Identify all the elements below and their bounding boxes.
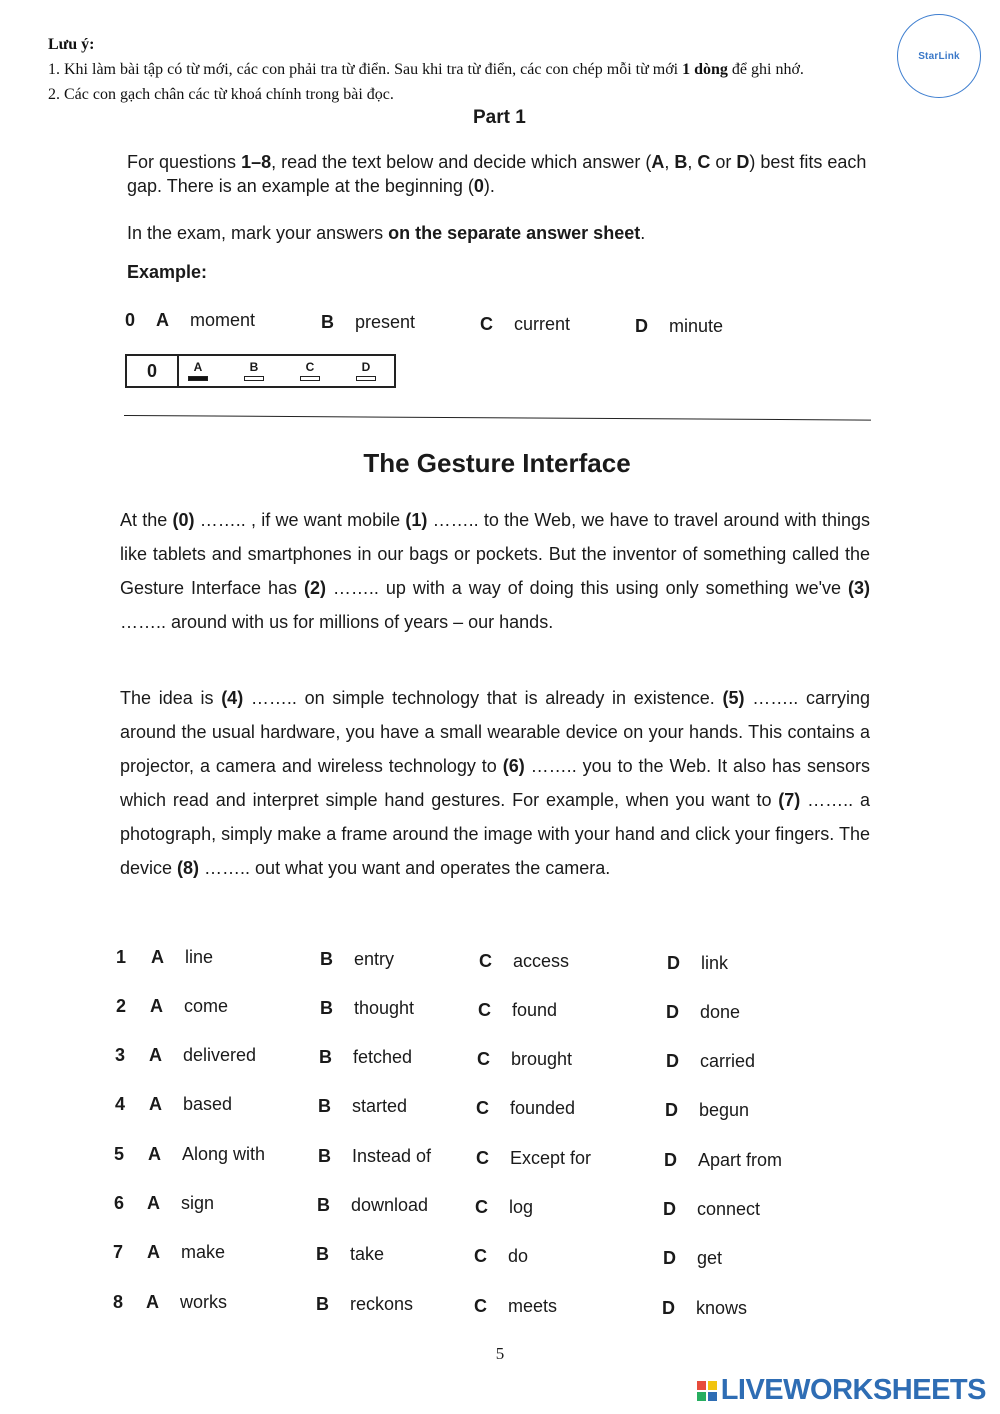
option-text: done bbox=[700, 1002, 741, 1022]
option-text: reckons bbox=[350, 1294, 414, 1314]
article-title bbox=[0, 448, 1000, 479]
answer-mark bbox=[244, 376, 264, 381]
gap-7[interactable]: (7) bbox=[778, 790, 801, 810]
option-text: access bbox=[513, 951, 570, 971]
question-number: 4 bbox=[115, 1094, 126, 1114]
option-text: knows bbox=[696, 1298, 748, 1318]
option-letter: D bbox=[666, 1051, 679, 1071]
question-8-option-d[interactable] bbox=[662, 1298, 747, 1319]
question-6-option-c[interactable] bbox=[475, 1197, 533, 1218]
question-number: 6 bbox=[114, 1193, 125, 1213]
example-answer-sheet bbox=[125, 354, 396, 388]
question-3-option-a[interactable] bbox=[149, 1045, 256, 1066]
instr-text: , read the text below and decide which answer ( bbox=[271, 152, 652, 172]
option-letter: D bbox=[663, 1248, 676, 1268]
option-text: log bbox=[509, 1197, 534, 1217]
gap-1[interactable]: (1) bbox=[405, 510, 428, 530]
option-text: begun bbox=[699, 1100, 750, 1120]
example-option-a bbox=[156, 310, 255, 331]
option-text: Apart from bbox=[698, 1150, 783, 1170]
example-option-b bbox=[321, 312, 415, 333]
question-8-option-a[interactable] bbox=[146, 1292, 227, 1313]
question-1-option-b[interactable] bbox=[320, 949, 394, 970]
question-1-option-c[interactable] bbox=[479, 951, 569, 972]
instruction-paragraph-1 bbox=[127, 150, 867, 198]
example-number: 0 bbox=[125, 310, 136, 330]
option-letter: D bbox=[662, 1298, 675, 1318]
question-5-option-c[interactable] bbox=[476, 1148, 591, 1169]
option-text: founded bbox=[510, 1098, 576, 1118]
option-text: minute bbox=[669, 316, 724, 336]
instr-bold: on the separate answer sheet bbox=[388, 223, 641, 243]
option-text: brought bbox=[511, 1049, 573, 1069]
answer-cell-letter: C bbox=[305, 360, 315, 374]
option-letter: D bbox=[666, 1002, 679, 1022]
option-text: moment bbox=[190, 310, 256, 330]
question-5-option-a[interactable] bbox=[148, 1144, 265, 1165]
option-letter: D bbox=[665, 1100, 678, 1120]
instr-letter-d: D bbox=[736, 152, 750, 172]
option-text: do bbox=[508, 1246, 529, 1266]
option-letter: C bbox=[478, 1000, 491, 1020]
option-letter: C bbox=[474, 1246, 487, 1266]
question-8-option-b[interactable] bbox=[316, 1294, 413, 1315]
gap-4[interactable]: (4) bbox=[221, 688, 244, 708]
gap-3[interactable]: (3) bbox=[848, 578, 871, 598]
question-7-option-d[interactable] bbox=[663, 1248, 722, 1269]
option-text: Except for bbox=[510, 1148, 592, 1168]
example-option-c bbox=[480, 314, 570, 335]
question-6-option-d[interactable] bbox=[663, 1199, 760, 1220]
para-text: …….. you to the Web. It also has sensors which read and interpret simple hand gestures. For example, when you want to bbox=[120, 756, 870, 810]
answer-sheet-number: 0 bbox=[127, 356, 179, 386]
para-text: …….. carrying around the usual hardware, you have a small wearable device on your hands. This contains a projector, a camera and wireless technology to bbox=[120, 688, 870, 776]
option-text: works bbox=[180, 1292, 228, 1312]
question-5-option-b[interactable] bbox=[318, 1146, 431, 1167]
instruction-paragraph-2 bbox=[127, 221, 867, 245]
note-line-1-text: 1. Khi làm bài tập có từ mới, các con phải tra từ điển. Sau khi tra từ điển, các con chép mỗi từ mới bbox=[48, 61, 683, 78]
instr-zero: 0 bbox=[473, 176, 484, 196]
option-text: present bbox=[355, 312, 416, 332]
option-letter: D bbox=[635, 316, 648, 336]
question-8-option-c[interactable] bbox=[474, 1296, 557, 1317]
question-1-option-d[interactable] bbox=[667, 953, 728, 974]
liveworksheets-grid-icon bbox=[697, 1381, 717, 1401]
option-letter: A bbox=[147, 1193, 160, 1213]
instr-letter-a: A bbox=[651, 152, 665, 172]
article-title-text: The Gesture Interface bbox=[363, 448, 631, 478]
option-text: carried bbox=[700, 1051, 756, 1071]
gap-2[interactable]: (2) bbox=[303, 578, 326, 598]
question-2-option-b[interactable] bbox=[320, 998, 414, 1019]
option-letter: C bbox=[475, 1197, 488, 1217]
answer-cell-c[interactable] bbox=[298, 360, 322, 381]
note-line-1 bbox=[48, 57, 828, 82]
option-text: get bbox=[697, 1248, 723, 1268]
option-letter: A bbox=[147, 1242, 160, 1262]
answer-mark bbox=[300, 376, 320, 381]
option-letter: A bbox=[151, 947, 164, 967]
liveworksheets-logo bbox=[697, 1374, 986, 1407]
question-3-option-b[interactable] bbox=[319, 1047, 412, 1068]
option-letter: C bbox=[476, 1098, 489, 1118]
option-letter: D bbox=[667, 953, 680, 973]
para-text: …….. , if we want mobile bbox=[194, 510, 406, 530]
option-text: found bbox=[512, 1000, 558, 1020]
option-letter: A bbox=[156, 310, 169, 330]
question-number: 1 bbox=[116, 947, 127, 967]
instr-text: For questions bbox=[127, 152, 242, 172]
option-text: meets bbox=[508, 1296, 558, 1316]
instr-letter-c: C bbox=[697, 152, 711, 172]
question-7-option-c[interactable] bbox=[474, 1246, 528, 1267]
instr-text: or bbox=[710, 152, 737, 172]
para-text: …….. out what you want and operates the camera. bbox=[199, 858, 611, 878]
instr-letter-b: B bbox=[674, 152, 688, 172]
answer-sheet-cells bbox=[179, 356, 394, 386]
note-line-1-bold: 1 dòng bbox=[682, 61, 728, 78]
option-letter: B bbox=[316, 1244, 329, 1264]
option-text: come bbox=[184, 996, 229, 1016]
option-letter: B bbox=[319, 1047, 332, 1067]
option-letter: B bbox=[321, 312, 334, 332]
option-letter: C bbox=[477, 1049, 490, 1069]
note-line-2: 2. Các con gạch chân các từ khoá chính trong bài đọc. bbox=[48, 86, 394, 103]
article-paragraph-1 bbox=[120, 503, 870, 639]
question-number: 3 bbox=[115, 1045, 126, 1065]
para-text: …….. on simple technology that is already in existence. bbox=[243, 688, 723, 708]
question-7-option-b[interactable] bbox=[316, 1244, 384, 1265]
para-text: At the bbox=[120, 510, 173, 530]
note-line-1-end: để ghi nhớ. bbox=[727, 61, 804, 78]
instr-text: ). bbox=[483, 176, 495, 196]
gap-6[interactable]: (6) bbox=[502, 756, 525, 776]
question-2-option-c[interactable] bbox=[478, 1000, 557, 1021]
starlink-logo-text: StarLink bbox=[918, 50, 960, 62]
answer-cell-b[interactable] bbox=[242, 360, 266, 381]
option-letter: B bbox=[320, 998, 333, 1018]
option-text: Instead of bbox=[352, 1146, 432, 1166]
question-number: 7 bbox=[113, 1242, 124, 1262]
instr-text: In the exam, mark your answers bbox=[127, 223, 389, 243]
question-number: 2 bbox=[116, 996, 127, 1016]
question-2-option-d[interactable] bbox=[666, 1002, 740, 1023]
article-paragraph-2 bbox=[120, 681, 870, 885]
page-number: 5 bbox=[495, 1344, 505, 1363]
question-3-option-c[interactable] bbox=[477, 1049, 572, 1070]
option-letter: C bbox=[474, 1296, 487, 1316]
option-text: connect bbox=[697, 1199, 761, 1219]
para-text: The idea is bbox=[120, 688, 222, 708]
option-text: download bbox=[351, 1195, 429, 1215]
option-text: line bbox=[185, 947, 214, 967]
para-text: …….. a photograph, simply make a frame around the image with your hand and click your fingers. The device bbox=[120, 790, 870, 878]
option-letter: A bbox=[149, 1094, 162, 1114]
question-5-option-d[interactable] bbox=[664, 1150, 782, 1171]
teacher-note bbox=[48, 32, 828, 107]
gap-5[interactable]: (5) bbox=[722, 688, 745, 708]
option-letter: A bbox=[149, 1045, 162, 1065]
option-text: sign bbox=[181, 1193, 215, 1213]
answer-mark bbox=[356, 376, 376, 381]
question-number: 5 bbox=[114, 1144, 125, 1164]
answer-cell-letter: B bbox=[249, 360, 259, 374]
option-letter: B bbox=[318, 1146, 331, 1166]
question-7-option-a[interactable] bbox=[147, 1242, 225, 1263]
instr-text: ) best fits each gap. There is an example at the beginning ( bbox=[127, 152, 867, 196]
answer-cell-d[interactable] bbox=[354, 360, 378, 381]
instr-text: . bbox=[640, 223, 646, 243]
question-3-option-d[interactable] bbox=[666, 1051, 755, 1072]
option-letter: A bbox=[146, 1292, 159, 1312]
gap-0: (0) bbox=[172, 510, 195, 530]
question-2-option-a[interactable] bbox=[150, 996, 228, 1017]
option-letter: C bbox=[479, 951, 492, 971]
option-letter: A bbox=[148, 1144, 161, 1164]
example-option-d bbox=[635, 316, 723, 337]
option-text: Along with bbox=[182, 1144, 266, 1164]
answer-mark-selected bbox=[188, 376, 208, 381]
option-text: make bbox=[181, 1242, 226, 1262]
instr-sep: , bbox=[687, 152, 698, 172]
question-number: 8 bbox=[113, 1292, 124, 1312]
option-letter: A bbox=[150, 996, 163, 1016]
option-text: delivered bbox=[183, 1045, 257, 1065]
option-text: link bbox=[701, 953, 729, 973]
option-letter: C bbox=[480, 314, 493, 334]
note-title: Lưu ý: bbox=[48, 36, 95, 53]
option-text: current bbox=[514, 314, 571, 334]
question-1-option-a[interactable] bbox=[151, 947, 213, 968]
option-letter: B bbox=[317, 1195, 330, 1215]
liveworksheets-wordmark: LIVEWORKSHEETS bbox=[720, 1374, 986, 1406]
option-letter: B bbox=[320, 949, 333, 969]
option-letter: D bbox=[663, 1199, 676, 1219]
option-text: entry bbox=[354, 949, 395, 969]
instr-range: 1–8 bbox=[241, 152, 272, 172]
answer-cell-a[interactable] bbox=[186, 360, 210, 381]
answer-cell-letter: D bbox=[361, 360, 371, 374]
section-divider bbox=[124, 415, 871, 421]
part-title: Part 1 bbox=[473, 107, 526, 128]
option-letter: B bbox=[316, 1294, 329, 1314]
question-6-option-b[interactable] bbox=[317, 1195, 428, 1216]
option-text: started bbox=[352, 1096, 408, 1116]
para-text: …….. around with us for millions of years – our hands. bbox=[120, 612, 554, 632]
example-label: Example: bbox=[127, 262, 208, 282]
question-4-option-a[interactable] bbox=[149, 1094, 232, 1115]
option-text: based bbox=[183, 1094, 233, 1114]
instr-sep: , bbox=[664, 152, 675, 172]
option-text: thought bbox=[354, 998, 415, 1018]
question-4-option-d[interactable] bbox=[665, 1100, 749, 1121]
gap-8[interactable]: (8) bbox=[177, 858, 200, 878]
option-letter: B bbox=[318, 1096, 331, 1116]
option-letter: C bbox=[476, 1148, 489, 1168]
option-text: take bbox=[350, 1244, 385, 1264]
answer-cell-letter: A bbox=[193, 360, 203, 374]
para-text: …….. up with a way of doing this using only something we've bbox=[325, 578, 849, 598]
starlink-logo bbox=[897, 14, 981, 98]
question-6-option-a[interactable] bbox=[147, 1193, 214, 1214]
option-letter: D bbox=[664, 1150, 677, 1170]
question-4-option-c[interactable] bbox=[476, 1098, 575, 1119]
question-4-option-b[interactable] bbox=[318, 1096, 407, 1117]
option-text: fetched bbox=[353, 1047, 413, 1067]
para-text: …….. to the Web, we have to travel around with things like tablets and smartphones in our bags or pockets. But the inventor of something called the Gesture Interface has bbox=[120, 510, 870, 598]
